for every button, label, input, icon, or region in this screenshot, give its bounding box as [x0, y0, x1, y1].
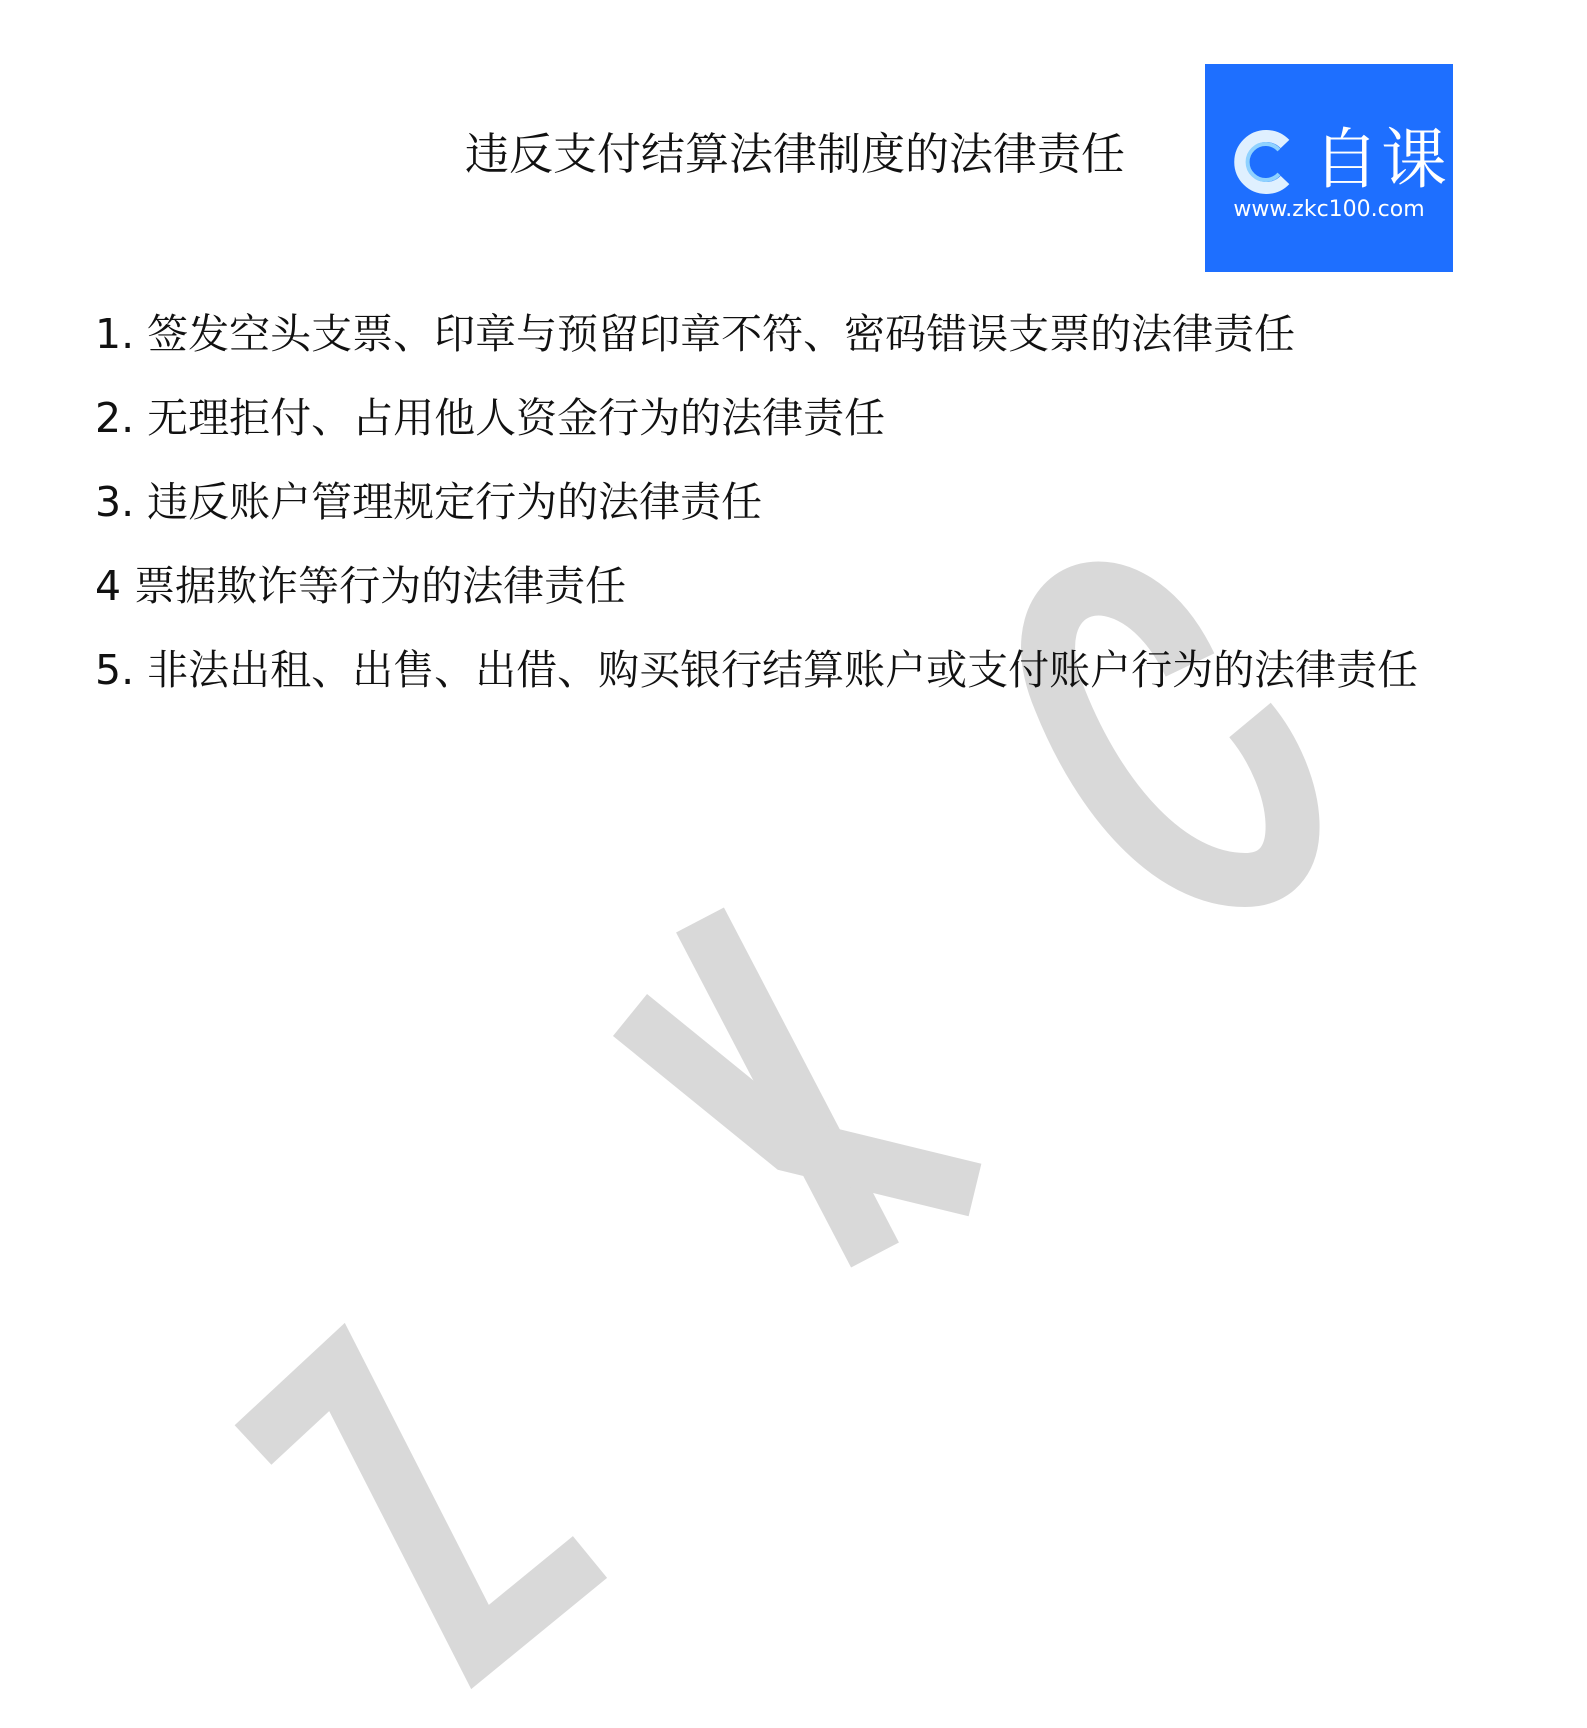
list-item: 3. 违反账户管理规定行为的法律责任: [95, 478, 763, 526]
page-title: 违反支付结算法律制度的法律责任: [465, 129, 1125, 180]
list-item: 2. 无理拒付、占用他人资金行为的法律责任: [95, 394, 886, 442]
liability-list: [95, 292, 1418, 712]
logo-url: www.zkc100.com: [1233, 197, 1425, 222]
watermark-letter-z: [253, 1367, 590, 1647]
list-item: 1. 签发空头支票、印章与预留印章不符、密码错误支票的法律责任: [95, 310, 1296, 358]
list-item: 4 票据欺诈等行为的法律责任: [95, 562, 627, 610]
zike-logo: [1205, 64, 1453, 272]
logo-brand-name: 自课: [1313, 121, 1449, 198]
list-item: 5. 非法出租、出售、出借、购买银行结算账户或支付账户行为的法律责任: [95, 646, 1419, 694]
zike-c-logo-icon: [1227, 130, 1297, 194]
